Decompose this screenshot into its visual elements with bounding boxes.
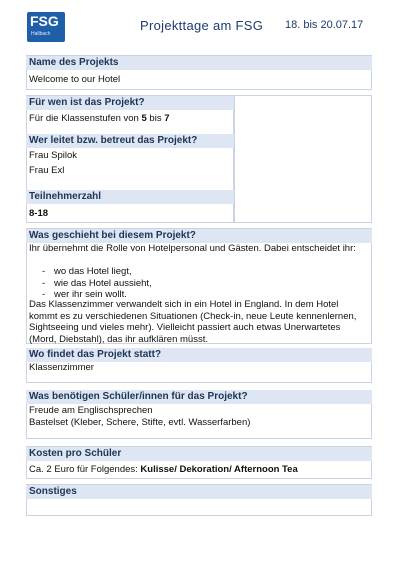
bullet-item: - wer ihr sein wollt. <box>42 289 329 301</box>
requirement-1: Freude am Englischsprechen <box>29 405 153 416</box>
kosten-label: Kosten pro Schüler <box>26 447 372 461</box>
leader-1: Frau Spilok <box>29 150 78 161</box>
grade-range <box>29 113 170 125</box>
grade-to: 7 <box>164 113 170 124</box>
leader-2: Frau Exl <box>29 165 65 176</box>
costs-value <box>29 464 298 476</box>
fuer-wen-label: Für wen ist das Projekt? <box>26 96 234 110</box>
requirement-2: Bastelset (Kleber, Schere, Stifte, evtl. Wasserfarben) <box>29 417 251 428</box>
costs-prefix: Ca. 2 Euro für Folgendes: <box>29 464 141 475</box>
document-title: Projekttage am FSG <box>140 18 264 33</box>
name-label: Name des Projekts <box>26 56 372 70</box>
grade-from: 5 <box>141 113 147 124</box>
logo-text: FSG <box>30 13 59 29</box>
teilnehmer-label: Teilnehmerzahl <box>26 190 234 204</box>
description-outro: Das Klassenzimmer verwandelt sich in ein Hotel in England. In dem Hotel kommt es zu verschiedenen Situationen (Check-in, neue Leute kennenlernen, Sightseeing und vieles mehr). Vielleicht passiert auch etwas Unerwartetes (Mord, Diebstahl), das ihr aufklären müsst. <box>29 299 357 345</box>
location-value: Klassenzimmer <box>29 362 94 373</box>
costs-items: Kulisse/ Dekoration/ Afternoon Tea <box>140 464 298 475</box>
bedarf-label: Was benötigen Schüler/innen für das Projekt? <box>26 390 372 404</box>
geschehen-label: Was geschieht bei diesem Projekt? <box>26 229 372 243</box>
sonstiges-label: Sonstiges <box>26 485 372 499</box>
ort-label: Wo findet das Projekt statt? <box>26 348 372 362</box>
grade-prefix: Für die Klassenstufen von <box>29 113 142 124</box>
bullet-item: - wie das Hotel aussieht, <box>42 278 329 290</box>
project-name: Welcome to our Hotel <box>29 74 121 85</box>
description-intro: Ihr übernehmt die Rolle von Hotelpersonal und Gästen. Dabei entscheidet ihr: <box>29 243 356 254</box>
grade-middle: bis <box>146 113 165 124</box>
bullet-item: - wo das Hotel liegt, <box>42 266 329 278</box>
image-placeholder <box>234 95 372 223</box>
participant-count: 8-18 <box>29 208 49 219</box>
logo-subtext: Hallbach <box>31 31 51 37</box>
leitung-label: Wer leitet bzw. betreut das Projekt? <box>26 134 234 148</box>
description-bullets <box>29 266 329 301</box>
school-logo <box>27 12 65 42</box>
document-date: 18. bis 20.07.17 <box>285 19 364 31</box>
